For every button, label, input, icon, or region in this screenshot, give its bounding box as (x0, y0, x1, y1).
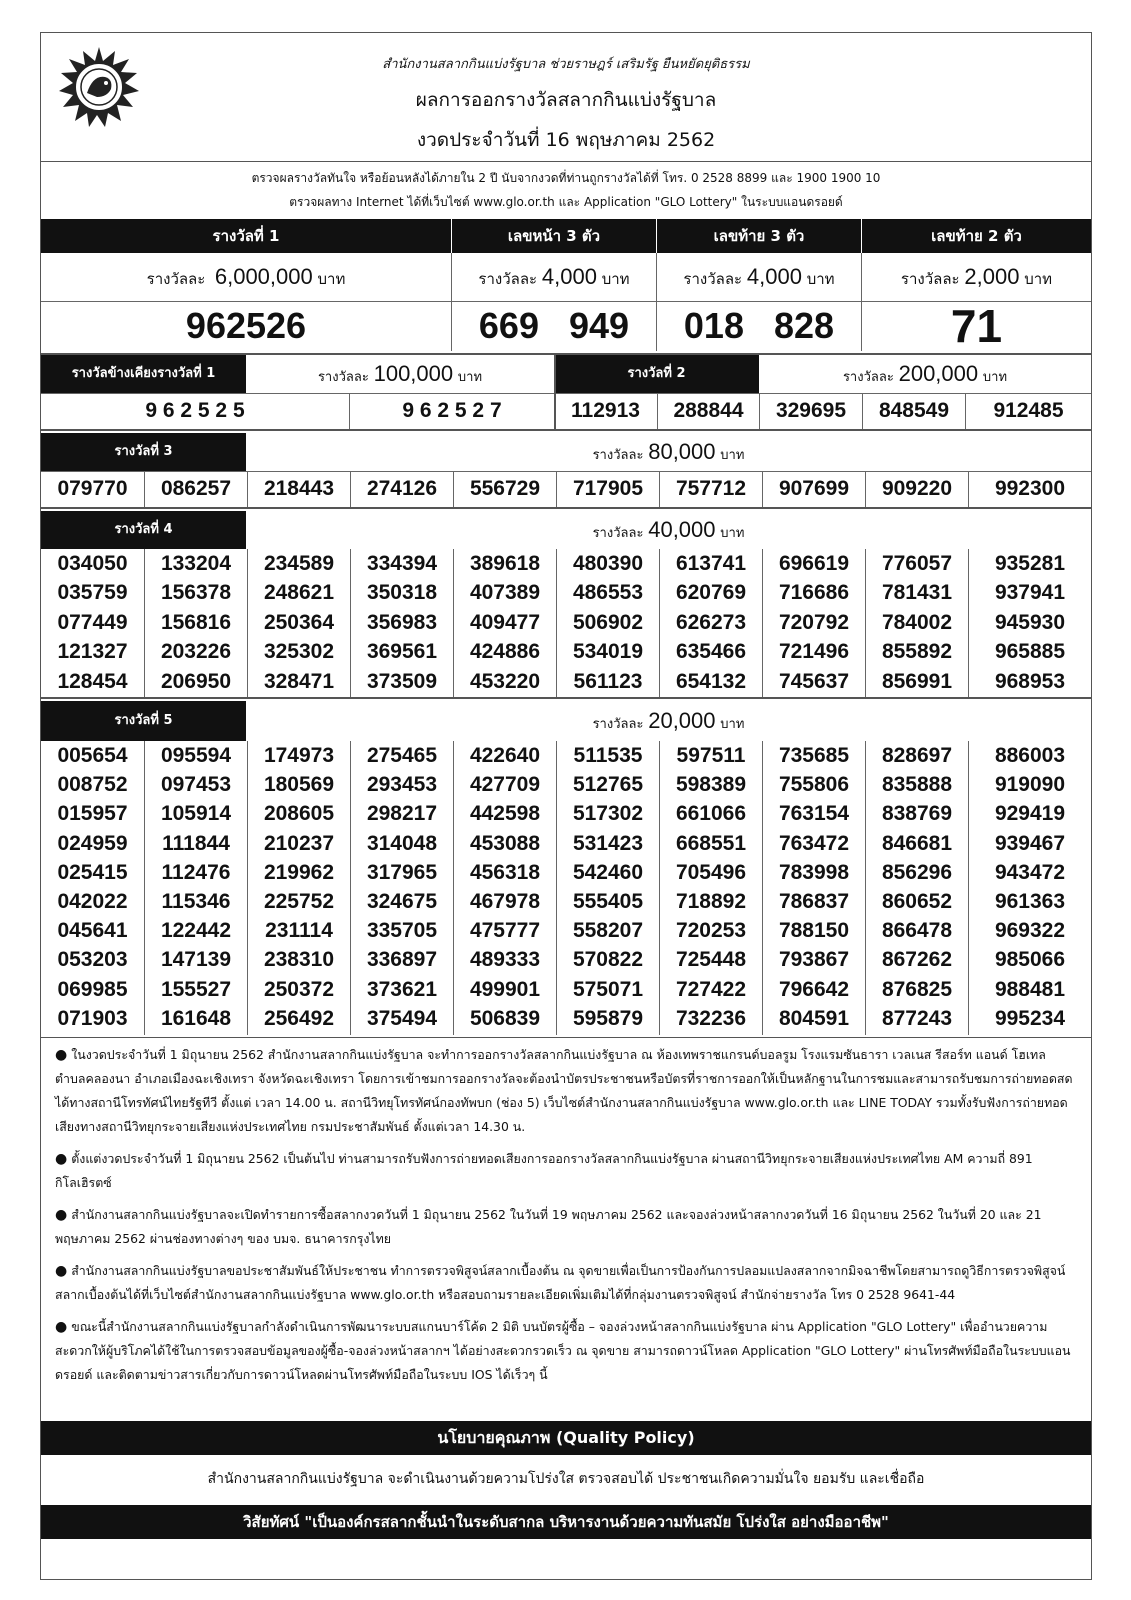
announcement-item: ● ขณะนี้สำนักงานสลากกินแบ่งรัฐบาลกำลังดำเนินการพัฒนาระบบสแกนบาร์โค้ด 2 มิติ บนบัตรผู้ซื้อ – จองล่วงหน้าสลากกินแบ่งรัฐบาล ผ่าน Application "GLO Lottery" เพื่ออำนวยความสะดวกให้ผู้บริโภคได้ใช้ในการตรวจสอบข้อมูลของผู้ซื้อ-จองล่วงหน้าสลากฯ ได้อย่างสะดวกรวดเร็ว ณ จุดขาย สามารถดาวน์โหลด Application "GLO Lottery" ผ่านโทรศัพท์มือถือในระบบแอนดรอยด์ และติดตามข่าวสารเกี่ยวกับการดาวน์โหลดผ่านโทรศัพท์มือถือในระบบ IOS ได้เร็วๆ นี้ (55, 1319, 1071, 1382)
fifth-prize-number: 786837 (778, 889, 850, 913)
fifth-prize-number: 250372 (263, 977, 335, 1001)
fourth-prize-number: 534019 (572, 640, 644, 664)
fifth-prize-number: 718892 (675, 889, 747, 913)
third-prize-number: 757712 (659, 471, 762, 507)
draw-date: งวดประจำวันที่ 16 พฤษภาคม 2562 (416, 129, 716, 151)
last3-numbers: 018 828 (656, 301, 861, 351)
fourth-prize-column (968, 549, 1091, 697)
fourth-prize-number: 350318 (366, 581, 438, 605)
fifth-prize-column (453, 741, 556, 1035)
fifth-prize-number: 238310 (263, 948, 335, 972)
fourth-prize-number: 965885 (994, 640, 1066, 664)
second-prize-number: 912485 (965, 393, 1091, 429)
fifth-prize-number: 225752 (263, 889, 335, 913)
fifth-prize-number: 298217 (366, 802, 438, 826)
fifth-prize-number: 735685 (778, 744, 850, 767)
third-prize-number: 274126 (350, 471, 453, 507)
announcements (41, 1043, 1091, 1419)
fifth-prize-number: 988481 (994, 977, 1066, 1001)
bullet-icon: ● (55, 1319, 68, 1335)
fourth-prize-number: 968953 (994, 669, 1066, 693)
fourth-prize-number: 626273 (675, 610, 747, 634)
fifth-prize-number: 788150 (778, 919, 850, 943)
fifth-prize-number: 256492 (263, 1006, 335, 1030)
fifth-prize-number: 024959 (57, 831, 128, 855)
third-prize-number: 556729 (453, 471, 556, 507)
near-second-prizes (41, 355, 1091, 429)
fifth-prize-column (350, 741, 453, 1035)
fifth-prize-number: 005654 (57, 744, 128, 767)
second-prize-number: 288844 (657, 393, 759, 429)
last2-amount: รางวัลละ 2,000 บาท (861, 253, 1091, 301)
fourth-prize-number: 156378 (160, 581, 232, 605)
first-prize-number: 962526 (185, 305, 307, 346)
third-prize-number: 909220 (865, 471, 968, 507)
fourth-prize-number: 407389 (469, 581, 541, 605)
fifth-prize-number: 876825 (881, 977, 953, 1001)
third-prize-number: 907699 (762, 471, 865, 507)
bullet-icon: ● (55, 1047, 68, 1063)
fifth-prize-number: 943472 (994, 860, 1066, 884)
fourth-prize-number: 373509 (366, 669, 438, 693)
fourth-prize-column (144, 549, 247, 697)
fourth-prize-number: 203226 (160, 640, 232, 664)
fifth-prize-number: 598389 (675, 773, 747, 797)
fourth-prize-number: 121327 (57, 640, 128, 664)
fourth-prize-number: 248621 (263, 581, 335, 605)
third-prize-number: 218443 (247, 471, 350, 507)
vision-statement: วิสัยทัศน์ "เป็นองค์กรสลากชั้นนำในระดับสากล บริหารงานด้วยความทันสมัย โปร่งใส อย่างมืออาชีพ" (41, 1505, 1091, 1539)
fifth-prize-column (762, 741, 865, 1035)
fourth-prize-number: 561123 (573, 669, 643, 693)
fourth-prize-number: 716686 (778, 581, 850, 605)
fifth-prize-number: 796642 (778, 977, 850, 1001)
fifth-prize-number: 180569 (263, 773, 335, 797)
fifth-prize-number: 045641 (57, 919, 128, 943)
front3-amount: รางวัลละ 4,000 บาท (451, 253, 656, 301)
fifth-prize-column (865, 741, 968, 1035)
fifth-prize-number: 783998 (778, 860, 850, 884)
fifth-prize-number: 860652 (881, 889, 953, 913)
fourth-prize-number: 781431 (881, 581, 953, 605)
fifth-prize-number: 208605 (263, 802, 335, 826)
fifth-prize-number: 961363 (994, 889, 1066, 913)
fifth-prize-number: 025415 (57, 860, 128, 884)
fifth-prize-number: 595879 (572, 1006, 644, 1030)
fifth-prize-number: 866478 (881, 919, 953, 943)
fourth-prize-number: 035759 (57, 581, 128, 605)
fifth-prize-number: 570822 (572, 948, 644, 972)
fifth-prize-number: 015957 (57, 802, 128, 826)
fifth-prize-number: 111844 (162, 831, 230, 855)
fifth-prize-number: 929419 (994, 802, 1066, 826)
quality-policy-heading: นโยบายคุณภาพ (Quality Policy) (41, 1421, 1091, 1455)
fourth-prize-column (453, 549, 556, 697)
fifth-prize-number: 939467 (994, 831, 1066, 855)
fourth-prize-number: 935281 (994, 552, 1066, 575)
fifth-prize-number: 512765 (572, 773, 644, 797)
fifth-prize-number: 427709 (469, 773, 541, 797)
header (41, 33, 1091, 162)
fifth-prize-number: 219962 (263, 860, 335, 884)
announcement-item: ● ตั้งแต่งวดประจำวันที่ 1 มิถุนายน 2562 เป็นต้นไป ท่านสามารถรับฟังการถ่ายทอดเสียงการออกรางวัลสลากกินแบ่งรัฐบาล ผ่านสถานีวิทยุกระจายเสียงแห่งประเทศไทย AM ความถี่ 891 กิโลเฮิรตซ์ (55, 1151, 1033, 1190)
near-first-amount: รางวัลละ 100,000 บาท (317, 361, 483, 386)
fifth-prize-column (556, 741, 659, 1035)
fifth-prize-number: 985066 (994, 948, 1066, 972)
fifth-prize-number: 155527 (160, 977, 232, 1001)
fifth-prize-column (968, 741, 1091, 1035)
fifth-prize-number: 314048 (366, 831, 438, 855)
page-title: ผลการออกรางวัลสลากกินแบ่งรัฐบาล (415, 89, 717, 111)
second-prize-label: รางวัลที่ 2 (554, 355, 759, 393)
fourth-prize-number: 325302 (263, 640, 335, 664)
fifth-prize-number: 105914 (160, 802, 232, 826)
fifth-prize-number: 995234 (994, 1006, 1066, 1030)
fourth-prize-column (350, 549, 453, 697)
fifth-prize-number: 453088 (469, 831, 541, 855)
fifth-prize-number: 373621 (366, 977, 438, 1001)
announcement-item: ● สำนักงานสลากกินแบ่งรัฐบาลขอประชาสัมพันธ์ให้ประชาชน ทำการตรวจพิสูจน์สลากเบื้องต้น ณ จุดขายเพื่อเป็นการป้องกันการปลอมแปลงสลากจากมิจฉาชีพโดยสามารถดูวิธีการตรวจพิสูจน์สลากเบื้องต้นได้ที่เว็บไซต์สำนักงานสลากกินแบ่งรัฐบาล www.glo.or.th หรือสอบถามรายละเอียดเพิ่มเติมได้ที่กลุ่มงานตรวจพิสูจน์ สำนักจ่ายรางวัล โทร 0 2528 9641-44 (55, 1263, 1066, 1302)
fourth-prize-number: 720792 (778, 610, 850, 634)
fifth-prize-number: 727422 (675, 977, 747, 1001)
fifth-prize-number: 174973 (263, 744, 335, 767)
fourth-prize-number: 250364 (263, 610, 335, 634)
fourth-prize-number: 696619 (778, 552, 850, 575)
check-internet-line: ตรวจผลทาง Internet ได้ที่เว็บไซต์ www.glo.or.th และ Application "GLO Lottery" ในระบบแอนดรอยด์ (289, 195, 843, 209)
fourth-prize-amount: รางวัลละ 40,000 บาท (592, 517, 745, 542)
fourth-prize-number: 369561 (366, 640, 438, 664)
fifth-prize-number: 293453 (366, 773, 438, 797)
fifth-prize-number: 499901 (469, 977, 541, 1001)
fourth-prizes (41, 511, 1091, 697)
fifth-prize-number: 147139 (160, 948, 232, 972)
fifth-prize-number: 867262 (881, 948, 953, 972)
fourth-prize-number: 356983 (366, 610, 438, 634)
fourth-prize-number: 034050 (57, 552, 128, 575)
fourth-prize-number: 613741 (675, 552, 747, 575)
bullet-icon: ● (55, 1151, 68, 1167)
fifth-prize-number: 008752 (57, 773, 128, 797)
fourth-prize-number: 635466 (675, 640, 747, 664)
fifth-prize-number: 336897 (366, 948, 438, 972)
last3-amount: รางวัลละ 4,000 บาท (656, 253, 861, 301)
fifth-prize-number: 456318 (469, 860, 541, 884)
fifth-prize-number: 575071 (572, 977, 644, 1001)
fourth-prize-number: 486553 (572, 581, 644, 605)
first-prize-label: รางวัลที่ 1 (41, 219, 451, 253)
fifth-prize-number: 725448 (675, 948, 747, 972)
third-prize-number: 992300 (968, 471, 1091, 507)
fifth-prize-column (659, 741, 762, 1035)
fourth-prize-number: 156816 (160, 610, 232, 634)
fifth-prize-number: 846681 (881, 831, 953, 855)
front3-numbers: 669 949 (451, 301, 656, 351)
fifth-prize-number: 053203 (57, 948, 128, 972)
fourth-prize-number: 654132 (675, 669, 747, 693)
fourth-prize-column (41, 549, 144, 697)
fifth-prize-number: 071903 (57, 1006, 128, 1030)
fifth-prize-number: 161648 (160, 1006, 232, 1030)
fifth-prize-number: 838769 (881, 802, 953, 826)
fifth-prize-number: 531423 (572, 831, 644, 855)
quality-policy-text: สำนักงานสลากกินแบ่งรัฐบาล จะดำเนินงานด้วยความโปร่งใส ตรวจสอบได้ ประชาชนเกิดความมั่นใจ ยอมรับ และเชื่อถือ (207, 1471, 925, 1487)
second-prize-number: 329695 (759, 393, 862, 429)
check-info (41, 161, 1091, 220)
fifth-prize-number: 122442 (160, 919, 232, 943)
fourth-prize-number: 506902 (572, 610, 644, 634)
fifth-prize-number: 069985 (57, 977, 128, 1001)
fifth-prize-number: 804591 (778, 1006, 850, 1030)
fifth-prize-number: 755806 (778, 773, 850, 797)
fifth-prize-number: 597511 (676, 744, 746, 767)
fourth-prize-number: 453220 (469, 669, 541, 693)
fifth-prize-number: 317965 (366, 860, 438, 884)
second-prize-amount: รางวัลละ 200,000 บาท (842, 361, 1008, 386)
fifth-prize-label: รางวัลที่ 5 (41, 701, 246, 741)
fourth-prize-number: 424886 (469, 640, 541, 664)
fifth-prize-number: 668551 (675, 831, 747, 855)
last2-label: เลขท้าย 2 ตัว (861, 219, 1091, 253)
bullet-icon: ● (55, 1263, 68, 1279)
fifth-prize-number: 856296 (881, 860, 953, 884)
near-first-label: รางวัลข้างเคียงรางวัลที่ 1 (41, 355, 246, 393)
fifth-prize-number: 475777 (469, 919, 541, 943)
fifth-prize-number: 231114 (265, 919, 333, 943)
fourth-prize-number: 077449 (57, 610, 128, 634)
fourth-prize-label: รางวัลที่ 4 (41, 511, 246, 549)
results-sheet (40, 32, 1092, 1580)
fifth-prize-amount: รางวัลละ 20,000 บาท (592, 708, 745, 733)
fifth-prize-number: 275465 (366, 744, 438, 767)
fourth-prize-number: 721496 (778, 640, 850, 664)
fourth-prize-number: 856991 (881, 669, 953, 693)
fourth-prize-number: 480390 (572, 552, 644, 575)
near-first-number: 9 6 2 5 2 5 (145, 399, 245, 422)
second-prize-number: 848549 (862, 393, 965, 429)
third-prize-number: 717905 (556, 471, 659, 507)
fourth-prize-number: 328471 (263, 669, 335, 693)
fifth-prize-number: 042022 (57, 889, 128, 913)
fourth-prize-number: 206950 (160, 669, 232, 693)
third-prize-number: 079770 (57, 477, 128, 500)
third-prize-amount: รางวัลละ 80,000 บาท (592, 439, 745, 464)
fifth-prize-column (247, 741, 350, 1035)
announcement-item: ● ในงวดประจำวันที่ 1 มิถุนายน 2562 สำนักงานสลากกินแบ่งรัฐบาล จะทำการออกรางวัลสลากกินแบ่งรัฐบาล ณ ห้องเทพราชแกรนด์บอลรูม โรงแรมซันธารา เวลเนส รีสอร์ท แอนด์ โฮเทล ตำบลคลองนา อำเภอเมืองฉะเชิงเทรา จังหวัดฉะเชิงเทรา โดยการเข้าชมการออกรางวัลจะต้องนำบัตรประชาชนหรือบัตรที่ราชการออกให้เป็นหลักฐานในการชมและสามารถรับชมการถ่ายทอดสด ได้ทางสถานีโทรทัศน์ไทยรัฐทีวี ตั้งแต่ เวลา 14.00 น. สถานีวิทยุโทรทัศน์กองทัพบก (ช่อง 5) เว็บไซต์สำนักงานสลากกินแบ่งรัฐบาล www.glo.or.th และ LINE TODAY รวมทั้งรับฟังการถ่ายทอดเสียงทางสถานีวิทยุกระจายเสียงแห่งประเทศไทย กรมประชาสัมพันธ์ ตั้งแต่เวลา 14.30 น. (55, 1047, 1073, 1134)
fourth-prize-number: 784002 (881, 610, 953, 634)
fifth-prize-number: 558207 (572, 919, 644, 943)
fourth-prize-column (659, 549, 762, 697)
fifth-prize-number: 112476 (161, 860, 231, 884)
last2-number: 71 (861, 301, 1091, 351)
fifth-prize-number: 763154 (778, 802, 850, 826)
fifth-prize-number: 886003 (994, 744, 1066, 767)
front3-label: เลขหน้า 3 ตัว (451, 219, 656, 253)
first-prize-amount: รางวัลละ 6,000,000 บาท (146, 264, 346, 289)
fourth-prize-number: 745637 (778, 669, 850, 693)
fifth-prize-number: 335705 (366, 919, 438, 943)
third-prize-number: 086257 (144, 471, 247, 507)
fifth-prize-number: 210237 (263, 831, 335, 855)
fifth-prizes (41, 701, 1091, 1039)
fifth-prize-number: 732236 (675, 1006, 747, 1030)
fifth-prize-number: 115346 (161, 889, 231, 913)
top-prizes (41, 219, 1091, 351)
fifth-prize-number: 095594 (160, 744, 232, 767)
bullet-icon: ● (55, 1207, 68, 1223)
fifth-prize-number: 835888 (881, 773, 953, 797)
fifth-prize-number: 467978 (469, 889, 541, 913)
near-first-number: 9 6 2 5 2 7 (349, 393, 554, 429)
announcement-item: ● สำนักงานสลากกินแบ่งรัฐบาลจะเปิดทำรายการซื้อสลากงวดวันที่ 1 มิถุนายน 2562 ในวันที่ 19 พฤษภาคม 2562 และจองล่วงหน้าสลากงวดวันที่ 16 มิถุนายน 2562 ในวันที่ 20 และ 21 พฤษภาคม 2562 ผ่านช่องทางต่างๆ ของ บมจ. ธนาคารกรุงไทย (55, 1207, 1042, 1246)
fourth-prize-column (247, 549, 350, 697)
fifth-prize-column (41, 741, 144, 1035)
fifth-prize-number: 555405 (572, 889, 644, 913)
last3-label: เลขท้าย 3 ตัว (656, 219, 861, 253)
fifth-prize-number: 442598 (469, 802, 541, 826)
third-prize-label: รางวัลที่ 3 (41, 433, 246, 471)
fifth-prize-number: 517302 (572, 802, 644, 826)
fourth-prize-number: 133204 (160, 552, 232, 575)
fifth-prize-number: 720253 (675, 919, 747, 943)
fourth-prize-number: 334394 (366, 552, 438, 575)
org-slogan: สำนักงานสลากกินแบ่งรัฐบาล ช่วยราษฎร์ เสริมรัฐ ยืนหยัดยุติธรรม (382, 57, 750, 72)
fifth-prize-number: 969322 (994, 919, 1066, 943)
fourth-prize-number: 620769 (675, 581, 747, 605)
fourth-prize-number: 937941 (994, 581, 1066, 605)
third-prizes (41, 433, 1091, 507)
fifth-prize-number: 511535 (573, 744, 643, 767)
fifth-prize-number: 763472 (778, 831, 850, 855)
fifth-prize-number: 828697 (881, 744, 953, 767)
second-prize-number: 112913 (571, 399, 640, 422)
fourth-prize-number: 389618 (469, 552, 541, 575)
fourth-prize-number: 945930 (994, 610, 1066, 634)
fourth-prize-column (865, 549, 968, 697)
fifth-prize-number: 097453 (160, 773, 232, 797)
fourth-prize-column (762, 549, 865, 697)
fifth-prize-number: 877243 (881, 1006, 953, 1030)
fifth-prize-number: 506839 (469, 1006, 541, 1030)
fourth-prize-number: 776057 (881, 552, 953, 575)
fifth-prize-number: 919090 (994, 773, 1066, 797)
fifth-prize-column (144, 741, 247, 1035)
fifth-prize-number: 793867 (778, 948, 850, 972)
fourth-prize-number: 234589 (263, 552, 335, 575)
fifth-prize-number: 375494 (366, 1006, 438, 1030)
fifth-prize-number: 422640 (469, 744, 541, 767)
fifth-prize-number: 542460 (572, 860, 644, 884)
fourth-prize-number: 855892 (881, 640, 953, 664)
fifth-prize-number: 705496 (675, 860, 747, 884)
check-phone-line: ตรวจผลรางวัลทันใจ หรือย้อนหลังได้ภายใน 2 ปี นับจากงวดที่ท่านถูกรางวัลได้ที่ โทร. 0 2528 8899 และ 1900 1900 10 (251, 171, 881, 185)
fifth-prize-number: 324675 (366, 889, 438, 913)
fourth-prize-column (556, 549, 659, 697)
fifth-prize-number: 661066 (675, 802, 747, 826)
fifth-prize-number: 489333 (469, 948, 541, 972)
fourth-prize-number: 409477 (469, 610, 541, 634)
fourth-prize-number: 128454 (57, 669, 128, 693)
